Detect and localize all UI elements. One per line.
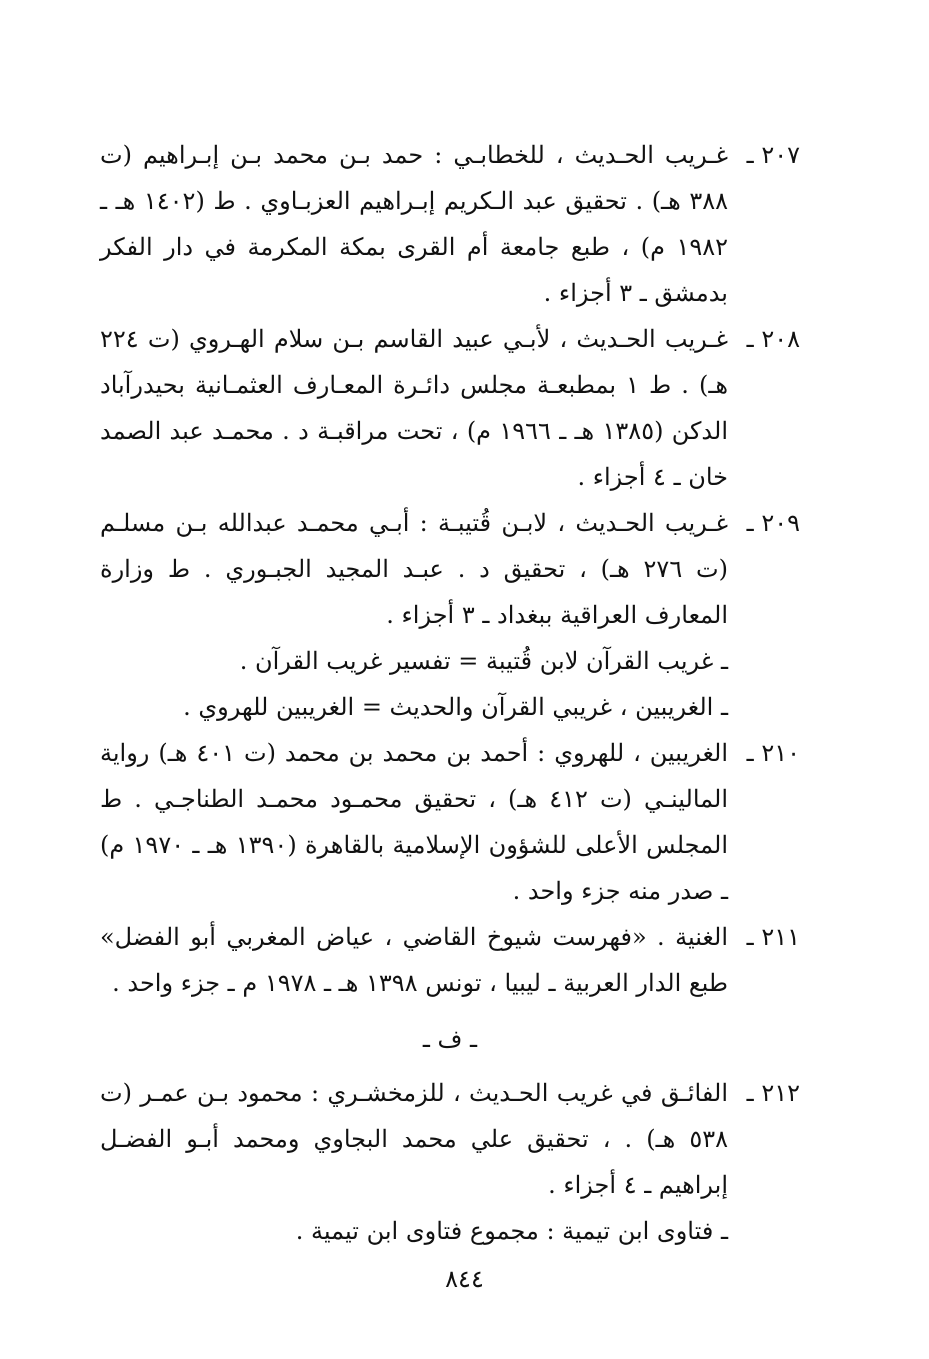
entry-text: الفائـق في غريب الحـديث ، للزمخشـري : محمود بـن عمـر (ت ٥٣٨ هـ) . ، تحقيق علي محمد البجاوي ومحمد أبـو الفضـل إبراهيم ـ ٤ أجزاء . bbox=[100, 1079, 728, 1199]
entry-text: الغريبين ، للهروي : أحمد بن محمد بن محمد (ت ٤٠١ هـ) رواية المالينـي (ت ٤١٢ هـ) ، تحقيق محمـود محمـد الطناجـي . ط المجلس الأعلى للشؤون الإسلامية بالقاهرة (١٣٩٠ هـ ـ ١٩٧٠ م) ـ صدر منه جزء واحد . bbox=[100, 739, 729, 905]
bib-entry-208 bbox=[100, 316, 800, 500]
bibliography-list bbox=[100, 132, 800, 1254]
entry-number: ٢١١ ـ bbox=[746, 923, 800, 951]
entry-text: غـريب الحـديث ، للخطابـي : حمد بـن محمد بـن إبـراهيم (ت ٣٨٨ هـ) . تحقيق عبد الـكريم إبـراهيم العزبـاوي . ط (١٤٠٢ هـ ـ ١٩٨٢ م) ، طبع جامعة أم القرى بمكة المكرمة في دار الفكر بدمشق ـ ٣ أجزاء . bbox=[100, 141, 728, 307]
section-heading: ـ ف ـ bbox=[422, 1025, 478, 1053]
cross-reference: ـ غريب القرآن لابن قُتيبة = تفسير غريب القرآن . bbox=[239, 647, 728, 675]
page-number: ٨٤٤ bbox=[445, 1265, 484, 1293]
entry-number: ٢١٢ ـ bbox=[746, 1079, 800, 1107]
entry-number: ٢٠٨ ـ bbox=[746, 325, 800, 353]
entry-number: ٢٠٩ ـ bbox=[746, 509, 800, 537]
cross-reference: ـ فتاوى ابن تيمية : مجموع فتاوى ابن تيمية . bbox=[295, 1217, 728, 1245]
entry-number: ٢٠٧ ـ bbox=[746, 141, 800, 169]
cross-reference: ـ الغريبين ، غريبي القرآن والحديث = الغريبين للهروي . bbox=[183, 693, 728, 721]
bib-entry-209 bbox=[100, 500, 800, 638]
entry-text: غـريب الحـديث ، لابـن قُتيبـة : أبـي محمـد عبدالله بـن مسلـم (ت ٢٧٦ هـ) ، تحقيق د . عبـد المجيد الجبـوري . ط وزارة المعارف العراقية ببغداد ـ ٣ أجزاء . bbox=[100, 509, 728, 629]
entry-text: الغنية . «فهرست شيوخ القاضي ، عياض المغربي أبو الفضل» طبع الدار العربية ـ ليبيا ، تونس ١٣٩٨ هـ ـ ١٩٧٨ م ـ جزء واحد . bbox=[100, 923, 728, 997]
bib-entry-207 bbox=[100, 132, 800, 316]
bib-entry-212 bbox=[100, 1070, 800, 1208]
entry-text: غـريب الحـديث ، لأبـي عبيد القاسم بـن سلام الهـروي (ت ٢٢٤ هـ) . ط ١ بمطبعـة مجلس دائـرة المعـارف العثمـانية بحيدرآباد الدكن (١٣٨٥ هـ ـ ١٩٦٦ م) ، تحت مراقبـة د . محمـد عبد الصمد خان ـ ٤ أجزاء . bbox=[100, 325, 729, 491]
bib-entry-211 bbox=[100, 914, 800, 1006]
entry-number: ٢١٠ ـ bbox=[746, 739, 800, 767]
bib-entry-210 bbox=[100, 730, 800, 914]
